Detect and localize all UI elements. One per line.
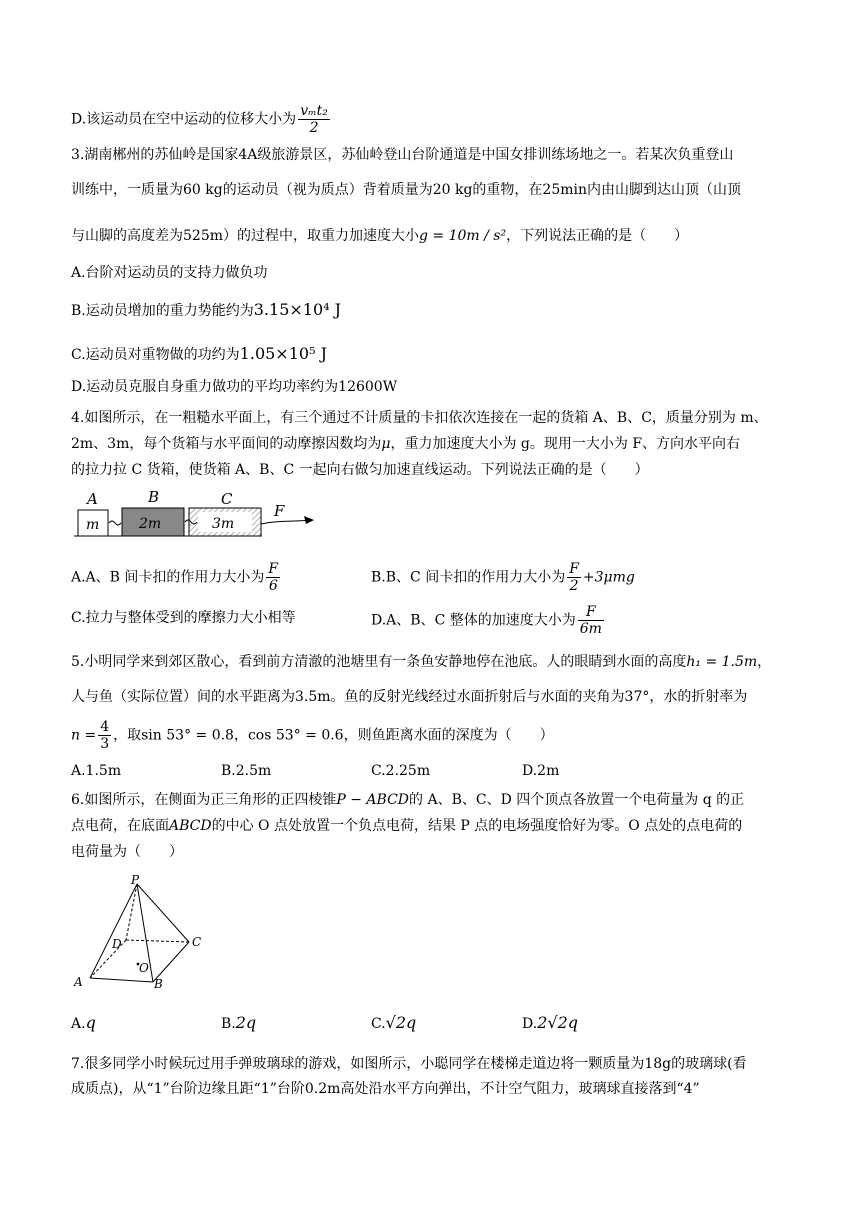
q6-option-a: A.q	[71, 1013, 96, 1032]
q5-option-b: B.2.5m	[221, 763, 272, 779]
svg-text:A: A	[74, 975, 83, 989]
q2-d-text: D.该运动员在空中运动的位移大小为	[71, 111, 297, 128]
label-a: A	[87, 490, 98, 508]
svg-text:P: P	[131, 873, 140, 887]
svg-text:O: O	[139, 961, 149, 975]
label-c: C	[221, 490, 233, 508]
q4-line3: 的拉力拉 C 货箱，使货箱 A、B、C 一起向右做匀加速直线运动。下列说法正确的是（ ）	[71, 462, 649, 478]
svg-text:D: D	[112, 937, 122, 951]
edge-pa	[90, 884, 137, 978]
q6-line2: 点电荷，在底面ABCD的中心 O 点处放置一个负点电荷，结果 P 点的电场强度恰好为零。O 点处的点电荷的	[71, 818, 743, 834]
q3-line2: 训练中，一质量为60 kg的运动员（视为质点）背着质量为20 kg的重物，在25min内由山脚到达山顶（山顶	[71, 182, 742, 198]
q7-line1: 7.很多同学小时候玩过用手弹玻璃球的游戏，如图所示，小聪同学在楼梯走道边将一颗质量为18g的玻璃球(看	[71, 1056, 747, 1072]
q3-option-b: B.运动员增加的重力势能约为3.15×10⁴ J	[71, 300, 342, 319]
svg-text:B: B	[154, 977, 163, 991]
edge-cd	[126, 940, 189, 942]
q6-pyramid-figure	[70, 872, 210, 996]
q5-option-a: A.1.5m	[71, 763, 122, 779]
q6-option-d: D.2√2q	[522, 1013, 578, 1032]
box-c-text: 3m	[212, 516, 235, 532]
q6-line1: 6.如图所示，在侧面为正三角形的正四棱锥P − ABCD的 A、B、C、D 四个顶点各放置一个电荷量为 q 的正	[71, 792, 745, 808]
q4-line1: 4.如图所示，在一粗糙水平面上，有三个通过不计质量的卡扣依次连接在一起的货箱 A、B、C，质量分别为 m、	[71, 410, 768, 426]
q3-option-d: D.运动员克服自身重力做功的平均功率约为12600W	[71, 379, 398, 395]
q6-option-b: B.2q	[221, 1013, 257, 1032]
edge-ab	[90, 978, 153, 982]
q3-option-c: C.运动员对重物做的功约为1.05×10⁵ J	[71, 344, 327, 363]
q3-line3: 与山脚的高度差为525m）的过程中，取重力加速度大小g = 10m / s²，下列说法正确的是（ ）	[71, 228, 689, 244]
q3-option-a: A.台阶对运动员的支持力做负功	[71, 265, 268, 281]
edge-bc	[153, 942, 189, 982]
q6-line3: 电荷量为（ ）	[71, 844, 183, 860]
force-arrowhead	[304, 516, 314, 524]
clip-ab	[109, 521, 121, 525]
q4-option-c: C.拉力与整体受到的摩擦力大小相等	[71, 610, 296, 626]
label-f: F	[274, 502, 285, 520]
q5-line2: 人与鱼（实际位置）间的水平距离为3.5m。鱼的反射光线经过水面折射后与水面的夹角为37°，水的折射率为	[71, 689, 748, 705]
q3-gravity: g = 10m / s²	[419, 228, 507, 244]
q4-option-a: A.A、B 间卡扣的作用力大小为 $\frac{F}{6}$	[71, 561, 279, 594]
q4-option-d: D.A、B、C 整体的加速度大小为 $\frac{F}{6m}$	[371, 604, 602, 637]
svg-text:C: C	[192, 935, 202, 949]
label-b: B	[148, 488, 160, 506]
q6-option-c: C.√2q	[371, 1013, 417, 1032]
q4-option-b: B.B、C 间卡扣的作用力大小为 $\frac{F}{2}$ +3μmg	[371, 561, 635, 594]
edge-pd	[126, 884, 137, 940]
q5-option-d: D.2m	[522, 763, 560, 779]
q7-line2: 成质点)，从“1”台阶边缘且距“1”台阶0.2m高处沿水平方向弹出，不计空气阻力，玻璃球直接落到“4”	[71, 1081, 700, 1097]
box-b-text: 2m	[139, 516, 162, 532]
q2-option-d	[71, 103, 332, 136]
q5-line1: 5.小明同学来到郊区散心，看到前方清澈的池塘里有一条鱼安静地停在池底。人的眼睛到水面的高度h₁ = 1.5m，	[71, 654, 772, 670]
q3-line1: 3.湖南郴州的苏仙岭是国家4A级旅游景区，苏仙岭登山台阶通道是中国女排训练场地之一。若某次负重登山	[71, 147, 734, 163]
q4-line2: 2m、3m，每个货箱与水平面间的动摩擦因数均为μ，重力加速度大小为 g。现用一大小为 F、方向水平向右	[71, 436, 741, 452]
box-a-text: m	[86, 517, 100, 533]
force-line	[261, 520, 312, 524]
q4-boxes-figure	[74, 488, 319, 544]
q2-d-fraction: $\frac{\text{vₘt₂}}{2}$	[300, 103, 328, 136]
q5-line3: n = $\frac{4}{3}$ ，取sin 53° = 0.8，cos 53° = 0.6，则鱼距离水面的深度为（ ）	[71, 719, 554, 752]
q5-option-c: C.2.25m	[371, 763, 431, 779]
